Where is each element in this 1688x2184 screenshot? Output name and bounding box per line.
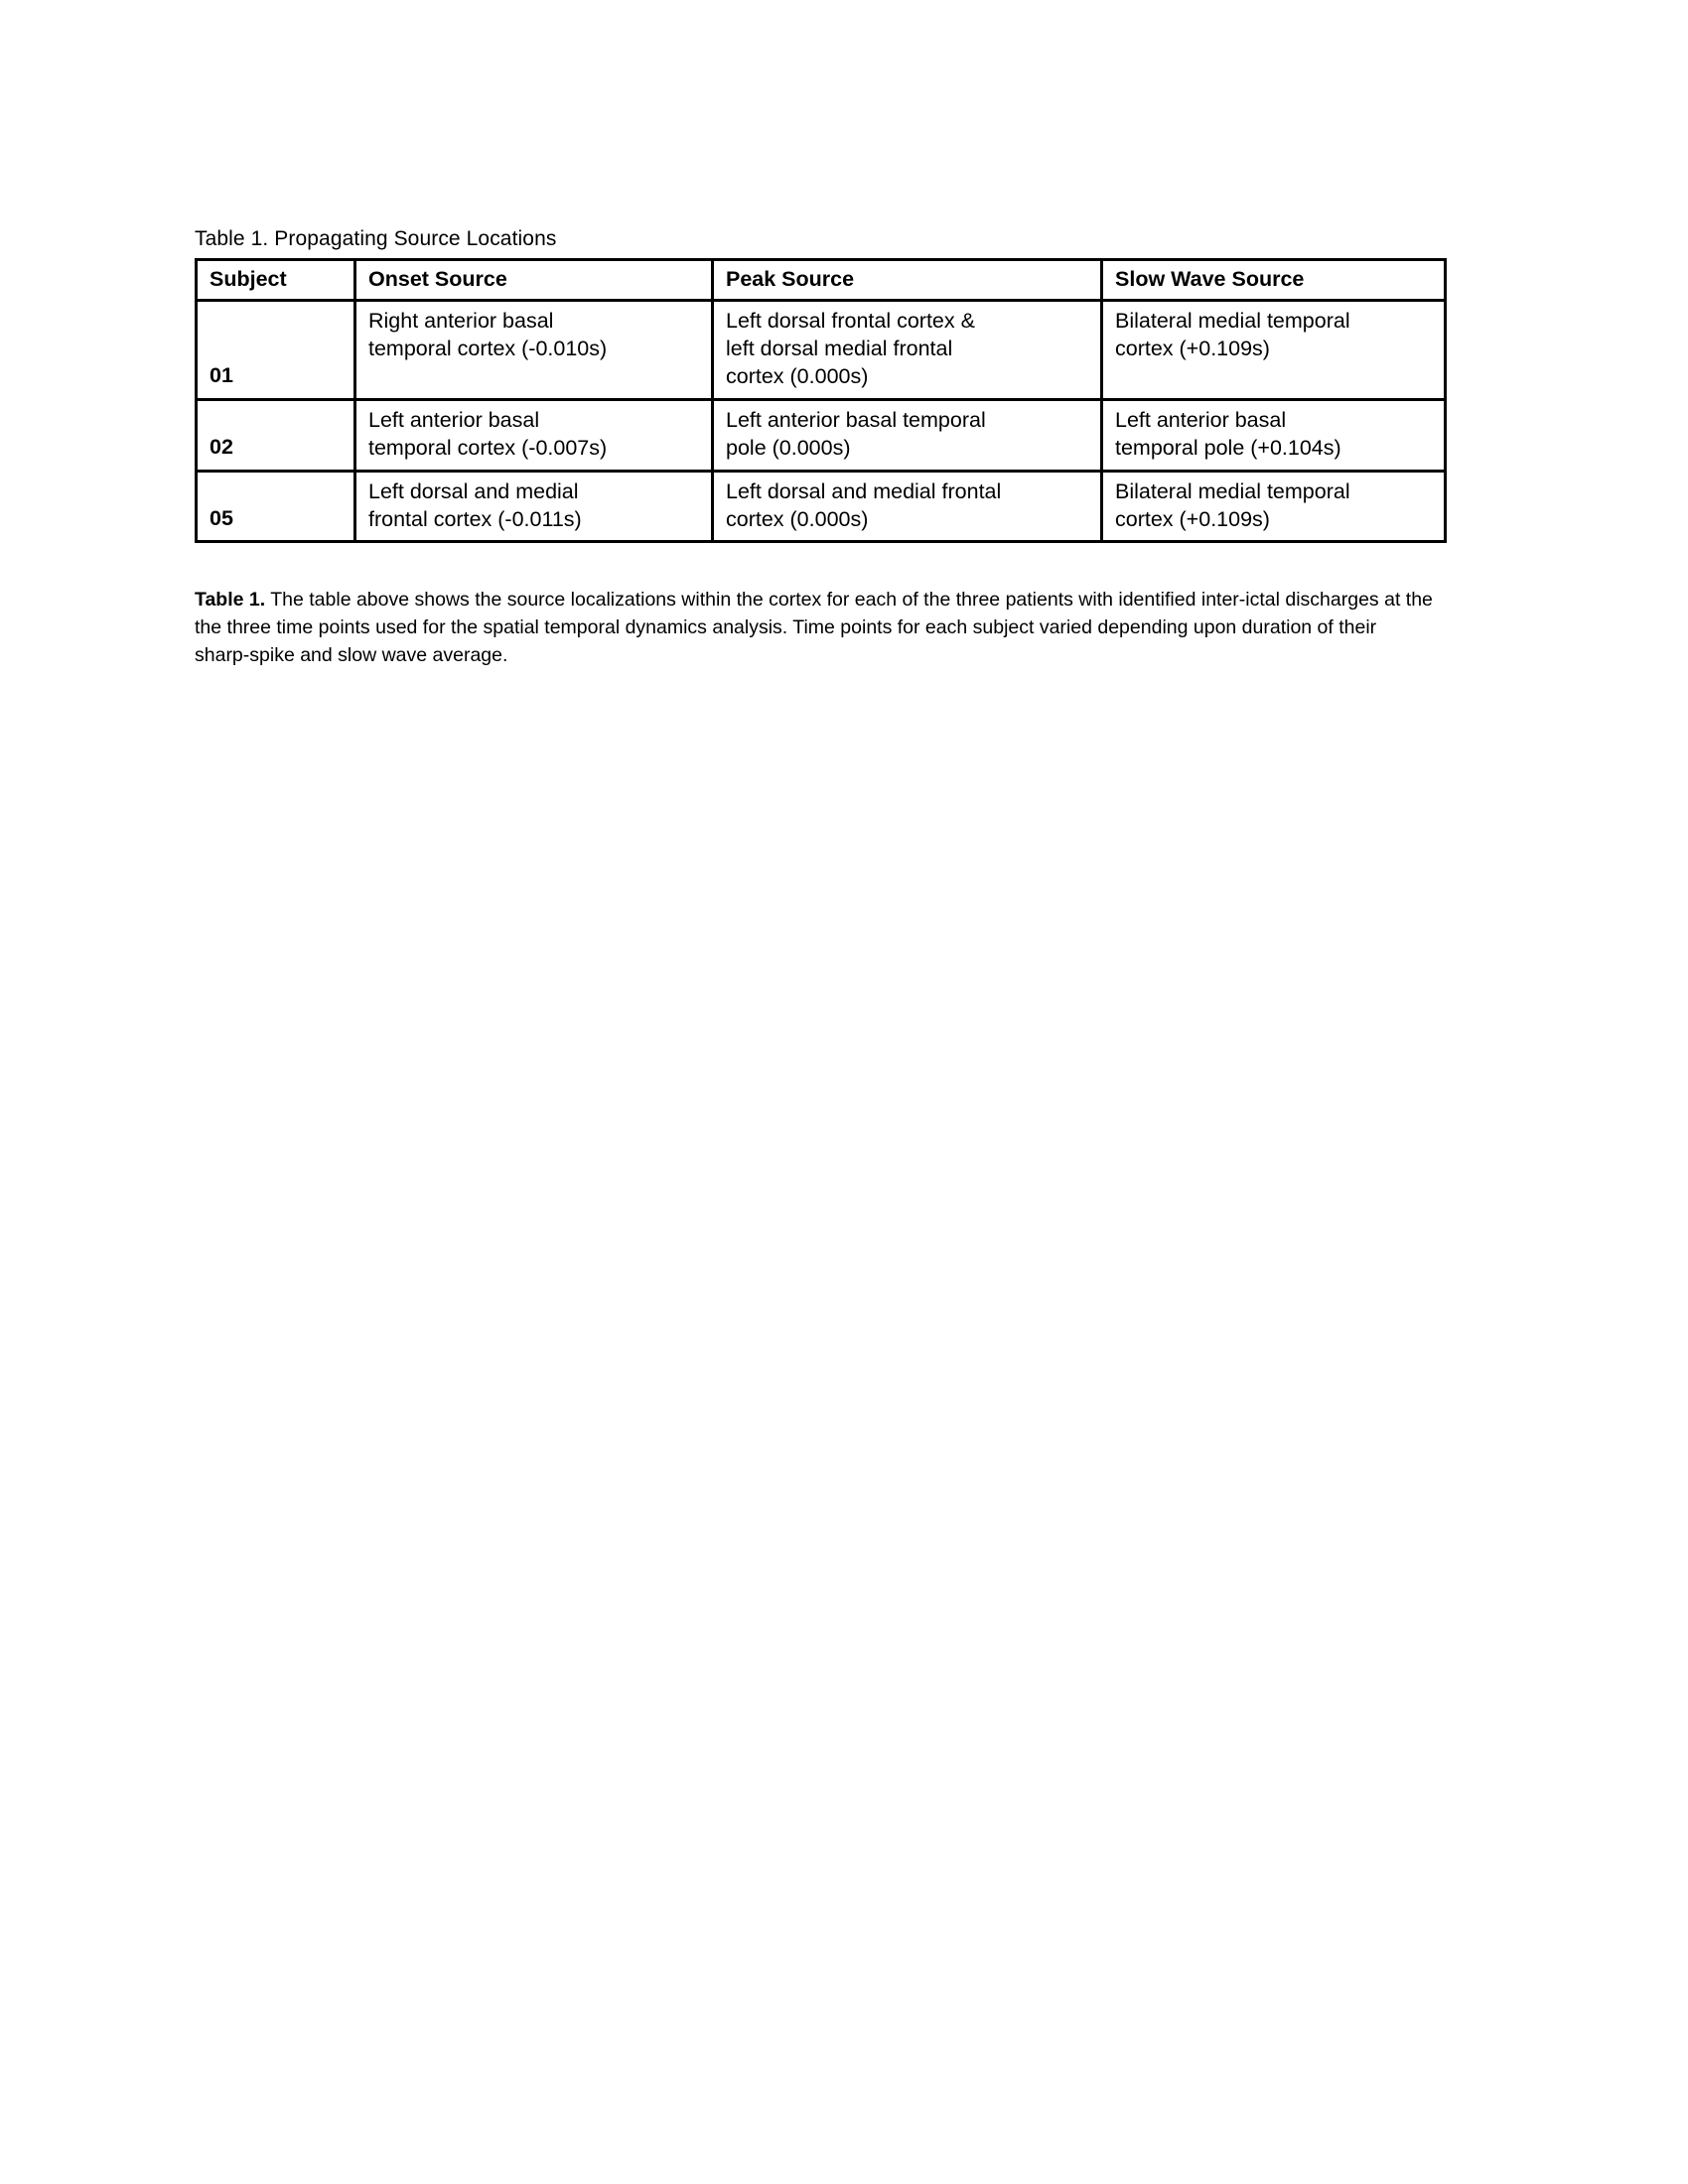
cell-line: cortex (0.000s)	[726, 364, 869, 389]
cell-line: cortex (+0.109s)	[1115, 337, 1270, 360]
column-header-slow-wave-source: Slow Wave Source	[1102, 260, 1446, 300]
cell-subject: 01	[197, 300, 355, 399]
cell-line: Left anterior basal	[1115, 407, 1287, 432]
cell-line: frontal cortex (-0.011s)	[368, 506, 582, 531]
table-row	[197, 471, 1446, 542]
cell-line: Left dorsal and medial frontal	[726, 478, 1002, 503]
cell-line: pole (0.000s)	[726, 436, 851, 461]
cell-onset-source	[355, 300, 713, 399]
cell-onset-source	[355, 399, 713, 471]
cell-line: Right anterior basal	[368, 308, 554, 333]
cell-line: Left dorsal and medial	[368, 478, 579, 503]
caption-body: The table above shows the source localizations within the cortex for each of the three patients with identified inter-ictal discharges at the the three time points used for the spatial temporal dynamics analysis. Time points for each subject varied depending upon duration of their sharp-spike and slow wave average.	[195, 589, 1433, 666]
cell-peak-source	[713, 300, 1102, 399]
cell-slow-wave-source	[1102, 300, 1446, 399]
cell-line: Bilateral medial temporal	[1115, 478, 1350, 503]
column-header-peak-source: Peak Source	[713, 260, 1102, 300]
table-row	[197, 300, 1446, 399]
cell-line: cortex (0.000s)	[726, 506, 869, 531]
table-header-row	[197, 260, 1446, 300]
cell-line: temporal cortex (-0.007s)	[368, 436, 608, 461]
cell-line: Left dorsal frontal cortex &	[726, 308, 975, 333]
table-block	[195, 226, 1446, 689]
cell-line: cortex (+0.109s)	[1115, 506, 1270, 531]
column-header-subject: Subject	[197, 260, 355, 300]
table-row	[197, 399, 1446, 471]
cell-peak-source	[713, 399, 1102, 471]
table-caption	[195, 587, 1436, 669]
cell-line: Bilateral medial temporal	[1115, 308, 1350, 333]
cell-line: Left anterior basal temporal	[726, 407, 986, 432]
cell-slow-wave-source	[1102, 471, 1446, 542]
column-header-onset-source: Onset Source	[355, 260, 713, 300]
table-label-top: Table 1. Propagating Source Locations	[195, 227, 557, 250]
cell-line: temporal cortex (-0.010s)	[368, 337, 608, 360]
cell-subject: 05	[197, 471, 355, 542]
cell-line: Left anterior basal	[368, 407, 540, 432]
cell-peak-source	[713, 471, 1102, 542]
caption-lead: Table 1.	[195, 589, 266, 612]
cell-subject: 02	[197, 399, 355, 471]
cell-line: left dorsal medial frontal	[726, 337, 953, 360]
cell-slow-wave-source	[1102, 399, 1446, 471]
propagating-source-locations-table	[195, 258, 1447, 543]
cell-onset-source	[355, 471, 713, 542]
cell-line: temporal pole (+0.104s)	[1115, 436, 1341, 461]
